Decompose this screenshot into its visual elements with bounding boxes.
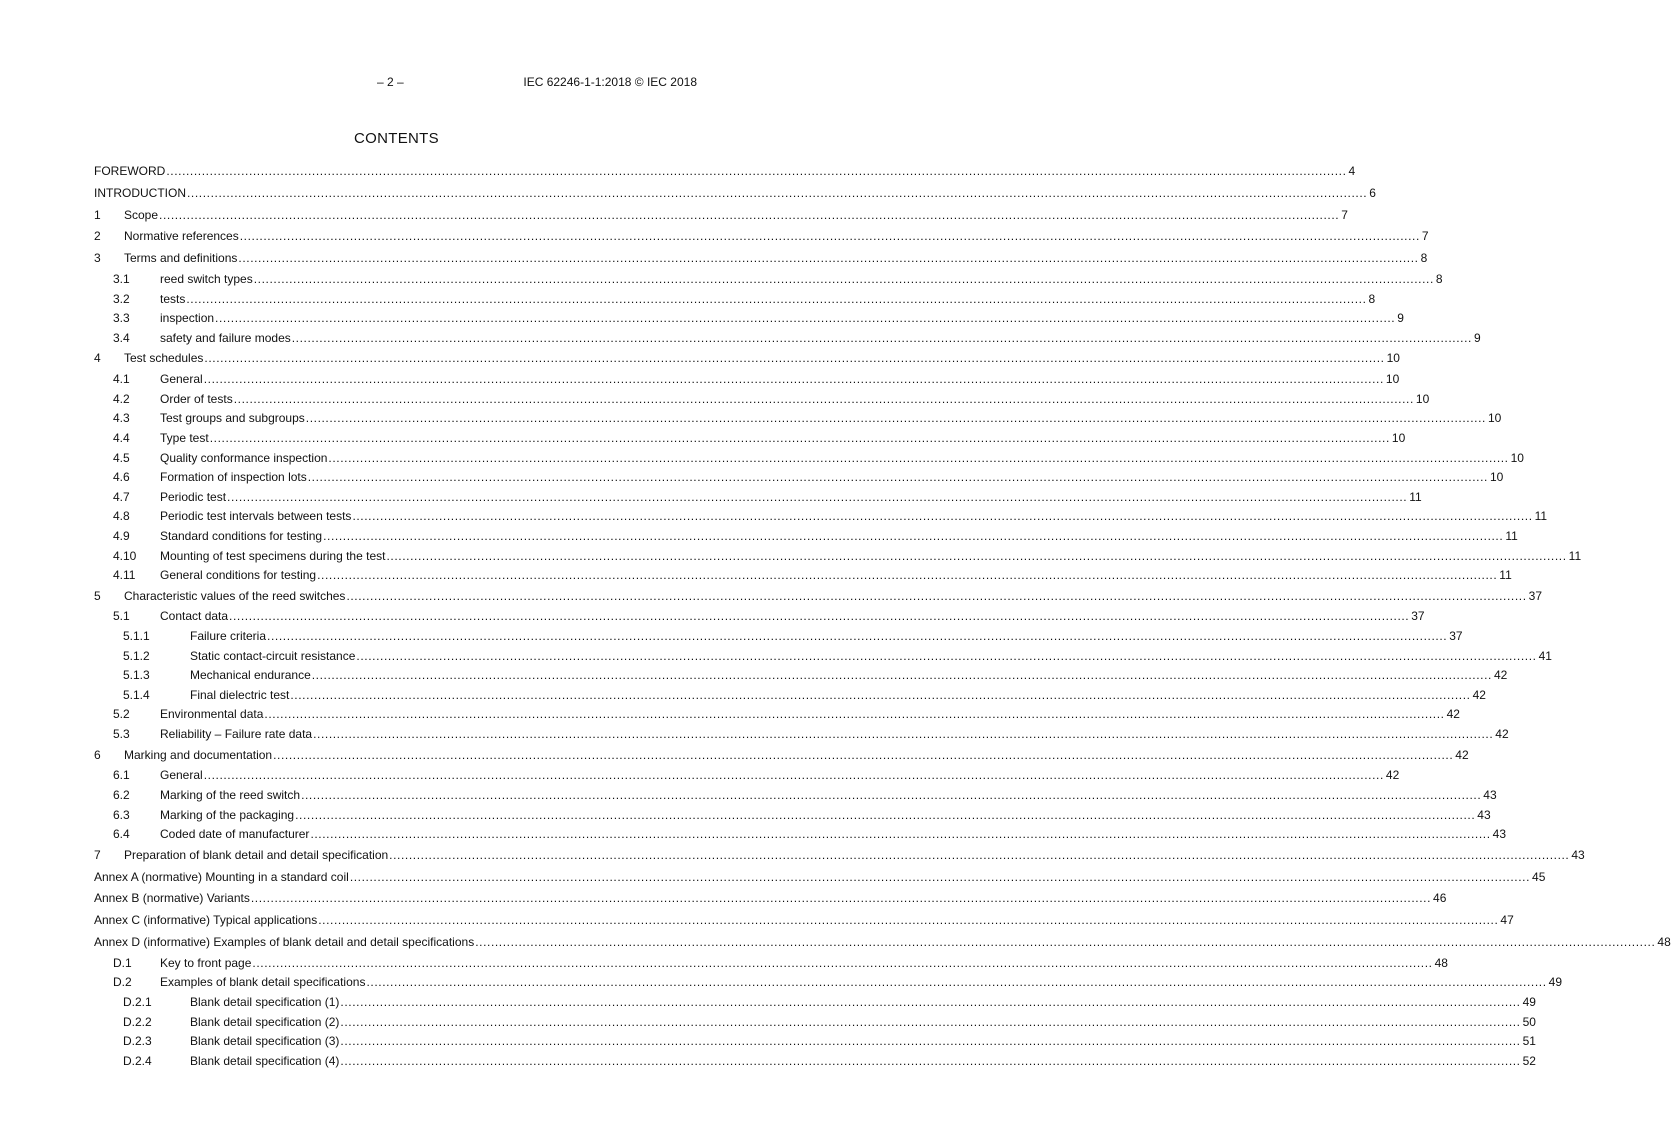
toc-entry-label: Blank detail specification (4) bbox=[190, 1052, 340, 1072]
toc-entry-label: Terms and definitions bbox=[124, 248, 238, 270]
dot-leader: ............................................................................................................................................................................................................................................................................................................ bbox=[290, 687, 1471, 702]
toc-entry[interactable] bbox=[94, 1013, 1536, 1033]
dot-leader: ............................................................................................................................................................................................................................................................................................................ bbox=[386, 548, 1567, 563]
dot-leader: ............................................................................................................................................................................................................................................................................................................ bbox=[209, 430, 1390, 445]
toc-entry[interactable] bbox=[94, 527, 1518, 547]
toc-entry-number: 3.2 bbox=[113, 291, 130, 306]
dot-leader: ............................................................................................................................................................................................................................................................................................................ bbox=[273, 747, 1454, 762]
toc-entry[interactable] bbox=[94, 932, 1671, 954]
page-number: – 2 – bbox=[377, 75, 404, 89]
toc-entry-label: Preparation of blank detail and detail specification bbox=[124, 845, 389, 867]
toc-entry-number: 5 bbox=[94, 588, 101, 603]
toc-entry-label: Static contact-circuit resistance bbox=[190, 647, 356, 667]
toc-entry-line bbox=[124, 348, 1400, 370]
toc-entry-number: D.2.3 bbox=[123, 1034, 152, 1049]
dot-leader: ............................................................................................................................................................................................................................................................................................................ bbox=[311, 668, 1492, 683]
toc-entry-page: 6 bbox=[1367, 183, 1376, 205]
toc-entry[interactable] bbox=[94, 825, 1506, 845]
toc-entry[interactable] bbox=[94, 226, 1429, 248]
toc-entry[interactable] bbox=[94, 468, 1504, 488]
toc-entry-page: 42 bbox=[1445, 705, 1460, 725]
toc-entry[interactable] bbox=[94, 786, 1497, 806]
toc-entry-page: 11 bbox=[1497, 566, 1511, 586]
dot-leader: ............................................................................................................................................................................................................................................................................................................ bbox=[252, 955, 1433, 970]
toc-entry-label: Final dielectric test bbox=[190, 686, 290, 706]
toc-entry-label: Marking of the reed switch bbox=[160, 786, 301, 806]
toc-entry-line bbox=[160, 449, 1524, 469]
toc-entry-line bbox=[160, 309, 1404, 329]
toc-entry-page: 8 bbox=[1419, 248, 1428, 270]
toc-entry[interactable] bbox=[94, 973, 1563, 993]
dot-leader: ............................................................................................................................................................................................................................................................................................................ bbox=[238, 251, 1419, 266]
toc-entry-line bbox=[124, 205, 1348, 227]
dot-leader: ............................................................................................................................................................................................................................................................................................................ bbox=[340, 1034, 1521, 1049]
toc-entry-line bbox=[160, 705, 1460, 725]
toc-entry[interactable] bbox=[94, 370, 1400, 390]
toc-entry-page: 37 bbox=[1527, 586, 1542, 608]
toc-entry-line bbox=[124, 248, 1428, 270]
dot-leader: ............................................................................................................................................................................................................................................................................................................ bbox=[366, 975, 1547, 990]
toc-entry[interactable] bbox=[94, 449, 1524, 469]
dot-leader: ............................................................................................................................................................................................................................................................................................................ bbox=[204, 351, 1385, 366]
toc-entry-label: Examples of blank detail specifications bbox=[160, 973, 366, 993]
toc-entry-number: 4.8 bbox=[113, 509, 130, 524]
toc-entry-page: 42 bbox=[1453, 745, 1468, 767]
document-reference: IEC 62246-1-1:2018 © IEC 2018 bbox=[523, 75, 697, 89]
dot-leader: ............................................................................................................................................................................................................................................................................................................ bbox=[317, 568, 1498, 583]
toc-entry-page: 10 bbox=[1390, 429, 1405, 449]
toc-entry-number: D.2 bbox=[113, 975, 132, 990]
dot-leader: ............................................................................................................................................................................................................................................................................................................ bbox=[187, 185, 1368, 200]
toc-entry-number: D.2.1 bbox=[123, 994, 152, 1009]
toc-entry-label: Marking and documentation bbox=[124, 745, 273, 767]
toc-entry[interactable] bbox=[94, 309, 1404, 329]
toc-entry-page: 37 bbox=[1447, 627, 1462, 647]
toc-entry[interactable] bbox=[94, 409, 1502, 429]
toc-entry-number: 4.6 bbox=[113, 470, 130, 485]
page-header bbox=[0, 75, 793, 93]
dot-leader: ............................................................................................................................................................................................................................................................................................................ bbox=[340, 1014, 1521, 1029]
toc-entry-page: 7 bbox=[1339, 205, 1348, 227]
toc-entry-page: 47 bbox=[1498, 910, 1513, 932]
toc-entry-label: Annex B (normative) Variants bbox=[94, 888, 251, 910]
toc-entry[interactable] bbox=[94, 547, 1582, 567]
toc-entry-number: D.2.4 bbox=[123, 1053, 152, 1068]
toc-entry-number: 4.9 bbox=[113, 528, 130, 543]
toc-entry-label: safety and failure modes bbox=[160, 329, 292, 349]
dot-leader: ............................................................................................................................................................................................................................................................................................................ bbox=[253, 271, 1434, 286]
toc-entry-label: Environmental data bbox=[160, 705, 264, 725]
toc-entry-label: Characteristic values of the reed switches bbox=[124, 586, 346, 608]
table-of-contents bbox=[94, 161, 1671, 1071]
toc-entry-page: 50 bbox=[1521, 1013, 1536, 1033]
toc-entry-number: 3 bbox=[94, 251, 101, 266]
toc-entry-line bbox=[94, 888, 1447, 910]
toc-entry-number: 6.3 bbox=[113, 807, 130, 822]
toc-entry-label: Coded date of manufacturer bbox=[160, 825, 310, 845]
toc-entry-label: Test groups and subgroups bbox=[160, 409, 306, 429]
toc-entry-line bbox=[160, 607, 1425, 627]
dot-leader: ............................................................................................................................................................................................................................................................................................................ bbox=[310, 827, 1491, 842]
toc-entry-line bbox=[94, 183, 1376, 205]
toc-entry-page: 11 bbox=[1407, 488, 1421, 508]
toc-entry-label: General conditions for testing bbox=[160, 566, 317, 586]
toc-entry-line bbox=[160, 547, 1582, 567]
dot-leader: ............................................................................................................................................................................................................................................................................................................ bbox=[203, 372, 1384, 387]
toc-entry-label: INTRODUCTION bbox=[94, 183, 187, 205]
toc-entry-label: Blank detail specification (1) bbox=[190, 993, 340, 1013]
toc-entry-label: Test schedules bbox=[124, 348, 204, 370]
toc-entry-line bbox=[124, 845, 1585, 867]
toc-entry-line bbox=[160, 409, 1502, 429]
toc-entry-line bbox=[160, 468, 1504, 488]
toc-entry-label: Scope bbox=[124, 205, 159, 227]
toc-entry-label: General bbox=[160, 370, 204, 390]
toc-entry-number: 4.4 bbox=[113, 430, 130, 445]
dot-leader: ............................................................................................................................................................................................................................................................................................................ bbox=[267, 629, 1448, 644]
toc-entry-label: Contact data bbox=[160, 607, 229, 627]
toc-entry[interactable] bbox=[94, 806, 1491, 826]
toc-entry-line bbox=[160, 270, 1443, 290]
toc-entry-line bbox=[94, 161, 1356, 183]
toc-entry-page: 10 bbox=[1486, 409, 1501, 429]
toc-entry-number: 5.1.1 bbox=[123, 629, 150, 644]
toc-entry-line bbox=[124, 586, 1542, 608]
dot-leader: ............................................................................................................................................................................................................................................................................................................ bbox=[239, 229, 1420, 244]
toc-entry[interactable] bbox=[94, 686, 1486, 706]
toc-entry[interactable] bbox=[94, 666, 1508, 686]
dot-leader: ............................................................................................................................................................................................................................................................................................................ bbox=[227, 489, 1408, 504]
toc-entry-number: D.2.2 bbox=[123, 1014, 152, 1029]
toc-entry-label: FOREWORD bbox=[94, 161, 166, 183]
toc-entry[interactable] bbox=[94, 290, 1376, 310]
toc-entry-page: 48 bbox=[1433, 954, 1448, 974]
toc-entry-page: 10 bbox=[1414, 390, 1429, 410]
toc-entry-page: 48 bbox=[1655, 932, 1670, 954]
toc-entry[interactable] bbox=[94, 745, 1469, 767]
toc-entry-line bbox=[160, 825, 1506, 845]
toc-entry-line bbox=[190, 1032, 1536, 1052]
toc-entry-label: Blank detail specification (3) bbox=[190, 1032, 340, 1052]
toc-entry[interactable] bbox=[94, 725, 1509, 745]
toc-entry-line bbox=[160, 566, 1512, 586]
toc-entry-number: 5.1 bbox=[113, 609, 130, 624]
toc-entry[interactable] bbox=[94, 183, 1376, 205]
dot-leader: ............................................................................................................................................................................................................................................................................................................ bbox=[215, 311, 1396, 326]
toc-entry-number: 2 bbox=[94, 229, 101, 244]
toc-entry-number: 3.3 bbox=[113, 311, 130, 326]
page-title: CONTENTS bbox=[354, 130, 439, 147]
dot-leader: ............................................................................................................................................................................................................................................................................................................ bbox=[356, 648, 1537, 663]
toc-entry-line bbox=[160, 329, 1481, 349]
toc-entry[interactable] bbox=[94, 1032, 1536, 1052]
toc-entry-page: 9 bbox=[1395, 309, 1404, 329]
toc-entry-page: 52 bbox=[1521, 1052, 1536, 1072]
toc-entry[interactable] bbox=[94, 507, 1548, 527]
toc-entry-label: Formation of inspection lots bbox=[160, 468, 308, 488]
toc-entry-label: Annex A (normative) Mounting in a standard coil bbox=[94, 867, 350, 889]
toc-entry[interactable] bbox=[94, 954, 1448, 974]
toc-entry-number: 5.3 bbox=[113, 727, 130, 742]
toc-entry-line bbox=[94, 932, 1671, 954]
toc-entry-number: 4.1 bbox=[113, 372, 130, 387]
toc-entry-label: Annex D (informative) Examples of blank detail and detail specifications bbox=[94, 932, 475, 954]
toc-entry-page: 8 bbox=[1434, 270, 1443, 290]
toc-entry[interactable] bbox=[94, 993, 1536, 1013]
toc-entry-number: 5.1.4 bbox=[123, 687, 150, 702]
toc-entry-page: 49 bbox=[1547, 973, 1562, 993]
toc-entry-label: Mounting of test specimens during the test bbox=[160, 547, 386, 567]
toc-entry-number: 5.1.2 bbox=[123, 648, 150, 663]
dot-leader: ............................................................................................................................................................................................................................................................................................................ bbox=[340, 994, 1521, 1009]
dot-leader: ............................................................................................................................................................................................................................................................................................................ bbox=[250, 891, 1432, 906]
toc-entry-number: 6 bbox=[94, 747, 101, 762]
toc-entry-number: 3.1 bbox=[113, 271, 130, 286]
dot-leader: ............................................................................................................................................................................................................................................................................................................ bbox=[291, 330, 1472, 345]
dot-leader: ............................................................................................................................................................................................................................................................................................................ bbox=[349, 869, 1531, 884]
toc-entry-line bbox=[190, 647, 1552, 667]
toc-entry-label: Quality conformance inspection bbox=[160, 449, 328, 469]
toc-entry-line bbox=[160, 786, 1497, 806]
toc-entry-line bbox=[160, 370, 1400, 390]
toc-entry-page: 42 bbox=[1384, 766, 1399, 786]
toc-entry[interactable] bbox=[94, 586, 1542, 608]
toc-entry-line bbox=[190, 993, 1536, 1013]
toc-entry-line bbox=[124, 745, 1469, 767]
dot-leader: ............................................................................................................................................................................................................................................................................................................ bbox=[301, 788, 1482, 803]
toc-entry[interactable] bbox=[94, 348, 1400, 370]
toc-entry-number: 7 bbox=[94, 847, 101, 862]
toc-entry[interactable] bbox=[94, 867, 1546, 889]
toc-entry-page: 11 bbox=[1567, 547, 1581, 567]
toc-entry-line bbox=[94, 867, 1546, 889]
toc-entry-line bbox=[160, 725, 1509, 745]
toc-entry-page: 37 bbox=[1409, 607, 1424, 627]
toc-entry-number: 4.3 bbox=[113, 411, 130, 426]
toc-entry-label: Normative references bbox=[124, 226, 240, 248]
dot-leader: ............................................................................................................................................................................................................................................................................................................ bbox=[166, 164, 1347, 178]
toc-entry-number: 6.2 bbox=[113, 788, 130, 803]
toc-entry-label: inspection bbox=[160, 309, 215, 329]
dot-leader: ............................................................................................................................................................................................................................................................................................................ bbox=[305, 411, 1486, 426]
toc-entry-line bbox=[160, 527, 1518, 547]
toc-entry-page: 46 bbox=[1431, 888, 1446, 910]
toc-entry-number: 6.4 bbox=[113, 827, 130, 842]
toc-entry-page: 10 bbox=[1509, 449, 1524, 469]
toc-entry[interactable] bbox=[94, 647, 1552, 667]
toc-entry-number: 1 bbox=[94, 207, 101, 222]
toc-entry-line bbox=[160, 954, 1448, 974]
toc-entry-label: Key to front page bbox=[160, 954, 252, 974]
toc-entry-line bbox=[160, 766, 1400, 786]
toc-entry-line bbox=[160, 290, 1376, 310]
toc-entry-page: 42 bbox=[1493, 725, 1508, 745]
toc-entry[interactable] bbox=[94, 888, 1447, 910]
toc-entry-page: 42 bbox=[1492, 666, 1507, 686]
toc-entry-label: Failure criteria bbox=[190, 627, 267, 647]
toc-entry-page: 45 bbox=[1530, 867, 1545, 889]
toc-entry-line bbox=[190, 686, 1486, 706]
toc-entry-label: Order of tests bbox=[160, 390, 234, 410]
toc-entry[interactable] bbox=[94, 390, 1430, 410]
dot-leader: ............................................................................................................................................................................................................................................................................................................ bbox=[389, 847, 1570, 862]
toc-entry-label: Periodic test bbox=[160, 488, 227, 508]
toc-entry-line bbox=[190, 666, 1508, 686]
toc-entry-page: 49 bbox=[1521, 993, 1536, 1013]
toc-entry[interactable] bbox=[94, 329, 1481, 349]
dot-leader: ............................................................................................................................................................................................................................................................................................................ bbox=[323, 528, 1504, 543]
dot-leader: ............................................................................................................................................................................................................................................................................................................ bbox=[318, 913, 1499, 928]
toc-entry-page: 43 bbox=[1569, 845, 1584, 867]
toc-entry-label: Periodic test intervals between tests bbox=[160, 507, 352, 527]
toc-entry-label: Reliability – Failure rate data bbox=[160, 725, 313, 745]
toc-entry-label: Blank detail specification (2) bbox=[190, 1013, 340, 1033]
toc-entry[interactable] bbox=[94, 607, 1425, 627]
toc-entry[interactable] bbox=[94, 566, 1512, 586]
toc-entry-page: 11 bbox=[1533, 507, 1547, 527]
toc-entry-page: 43 bbox=[1491, 825, 1506, 845]
toc-entry-number: 4.2 bbox=[113, 391, 130, 406]
toc-entry-label: Marking of the packaging bbox=[160, 806, 295, 826]
toc-entry-number: 5.2 bbox=[113, 707, 130, 722]
toc-entry-line bbox=[160, 390, 1430, 410]
toc-entry-page: 10 bbox=[1384, 370, 1399, 390]
toc-entry-page: 8 bbox=[1367, 290, 1376, 310]
dot-leader: ............................................................................................................................................................................................................................................................................................................ bbox=[233, 391, 1414, 406]
toc-entry-line bbox=[124, 226, 1429, 248]
toc-entry-number: 4.5 bbox=[113, 450, 130, 465]
dot-leader: ............................................................................................................................................................................................................................................................................................................ bbox=[328, 450, 1509, 465]
dot-leader: ............................................................................................................................................................................................................................................................................................................ bbox=[313, 727, 1494, 742]
toc-entry-line bbox=[160, 429, 1406, 449]
toc-entry-page: 43 bbox=[1475, 806, 1490, 826]
toc-entry[interactable] bbox=[94, 1052, 1536, 1072]
dot-leader: ............................................................................................................................................................................................................................................................................................................ bbox=[307, 470, 1488, 485]
toc-entry[interactable] bbox=[94, 429, 1406, 449]
toc-entry[interactable] bbox=[94, 845, 1585, 867]
toc-entry[interactable] bbox=[94, 766, 1400, 786]
toc-entry-label: Annex C (informative) Typical applications bbox=[94, 910, 318, 932]
toc-entry[interactable] bbox=[94, 161, 1356, 183]
toc-entry-page: 51 bbox=[1521, 1032, 1536, 1052]
toc-entry-page: 43 bbox=[1481, 786, 1496, 806]
toc-entry-label: Mechanical endurance bbox=[190, 666, 312, 686]
toc-entry-line bbox=[160, 488, 1422, 508]
toc-entry[interactable] bbox=[94, 705, 1460, 725]
toc-entry-page: 10 bbox=[1385, 348, 1400, 370]
toc-entry[interactable] bbox=[94, 627, 1463, 647]
dot-leader: ............................................................................................................................................................................................................................................................................................................ bbox=[229, 609, 1410, 624]
dot-leader: ............................................................................................................................................................................................................................................................................................................ bbox=[186, 291, 1367, 306]
toc-entry-label: General bbox=[160, 766, 204, 786]
toc-entry-line bbox=[190, 1052, 1536, 1072]
toc-entry-number: 4.10 bbox=[113, 548, 137, 563]
toc-entry-number: 4.7 bbox=[113, 489, 130, 504]
dot-leader: ............................................................................................................................................................................................................................................................................................................ bbox=[295, 807, 1476, 822]
dot-leader: ............................................................................................................................................................................................................................................................................................................ bbox=[264, 707, 1445, 722]
dot-leader: ............................................................................................................................................................................................................................................................................................................ bbox=[159, 207, 1340, 222]
dot-leader: ............................................................................................................................................................................................................................................................................................................ bbox=[352, 509, 1533, 524]
toc-entry-line bbox=[190, 627, 1463, 647]
toc-entry[interactable] bbox=[94, 248, 1428, 270]
toc-entry-page: 41 bbox=[1537, 647, 1552, 667]
toc-entry-number: 3.4 bbox=[113, 330, 130, 345]
toc-entry-line bbox=[160, 507, 1548, 527]
toc-entry-label: Type test bbox=[160, 429, 210, 449]
toc-entry-page: 11 bbox=[1503, 527, 1517, 547]
toc-entry-number: D.1 bbox=[113, 955, 132, 970]
dot-leader: ............................................................................................................................................................................................................................................................................................................ bbox=[346, 588, 1527, 603]
toc-entry-line bbox=[160, 973, 1563, 993]
toc-entry[interactable] bbox=[94, 910, 1514, 932]
dot-leader: ............................................................................................................................................................................................................................................................................................................ bbox=[340, 1053, 1521, 1068]
toc-entry-page: 9 bbox=[1472, 329, 1481, 349]
toc-entry-page: 42 bbox=[1471, 686, 1486, 706]
toc-entry-label: tests bbox=[160, 290, 186, 310]
toc-entry-line bbox=[94, 910, 1514, 932]
dot-leader: ............................................................................................................................................................................................................................................................................................................ bbox=[203, 768, 1384, 783]
toc-entry-label: Standard conditions for testing bbox=[160, 527, 323, 547]
toc-entry-line bbox=[190, 1013, 1536, 1033]
toc-entry-number: 5.1.3 bbox=[123, 668, 150, 683]
toc-entry-page: 10 bbox=[1488, 468, 1503, 488]
toc-entry[interactable] bbox=[94, 488, 1422, 508]
toc-entry-page: 4 bbox=[1347, 161, 1356, 183]
toc-entry-number: 4 bbox=[94, 351, 101, 366]
toc-entry-line bbox=[160, 806, 1491, 826]
toc-entry[interactable] bbox=[94, 205, 1348, 227]
toc-entry-label: reed switch types bbox=[160, 270, 254, 290]
toc-entry-page: 7 bbox=[1420, 226, 1429, 248]
toc-entry-number: 6.1 bbox=[113, 768, 130, 783]
toc-entry-number: 4.11 bbox=[113, 568, 136, 583]
dot-leader: ............................................................................................................................................................................................................................................................................................................ bbox=[475, 935, 1656, 949]
toc-entry[interactable] bbox=[94, 270, 1443, 290]
